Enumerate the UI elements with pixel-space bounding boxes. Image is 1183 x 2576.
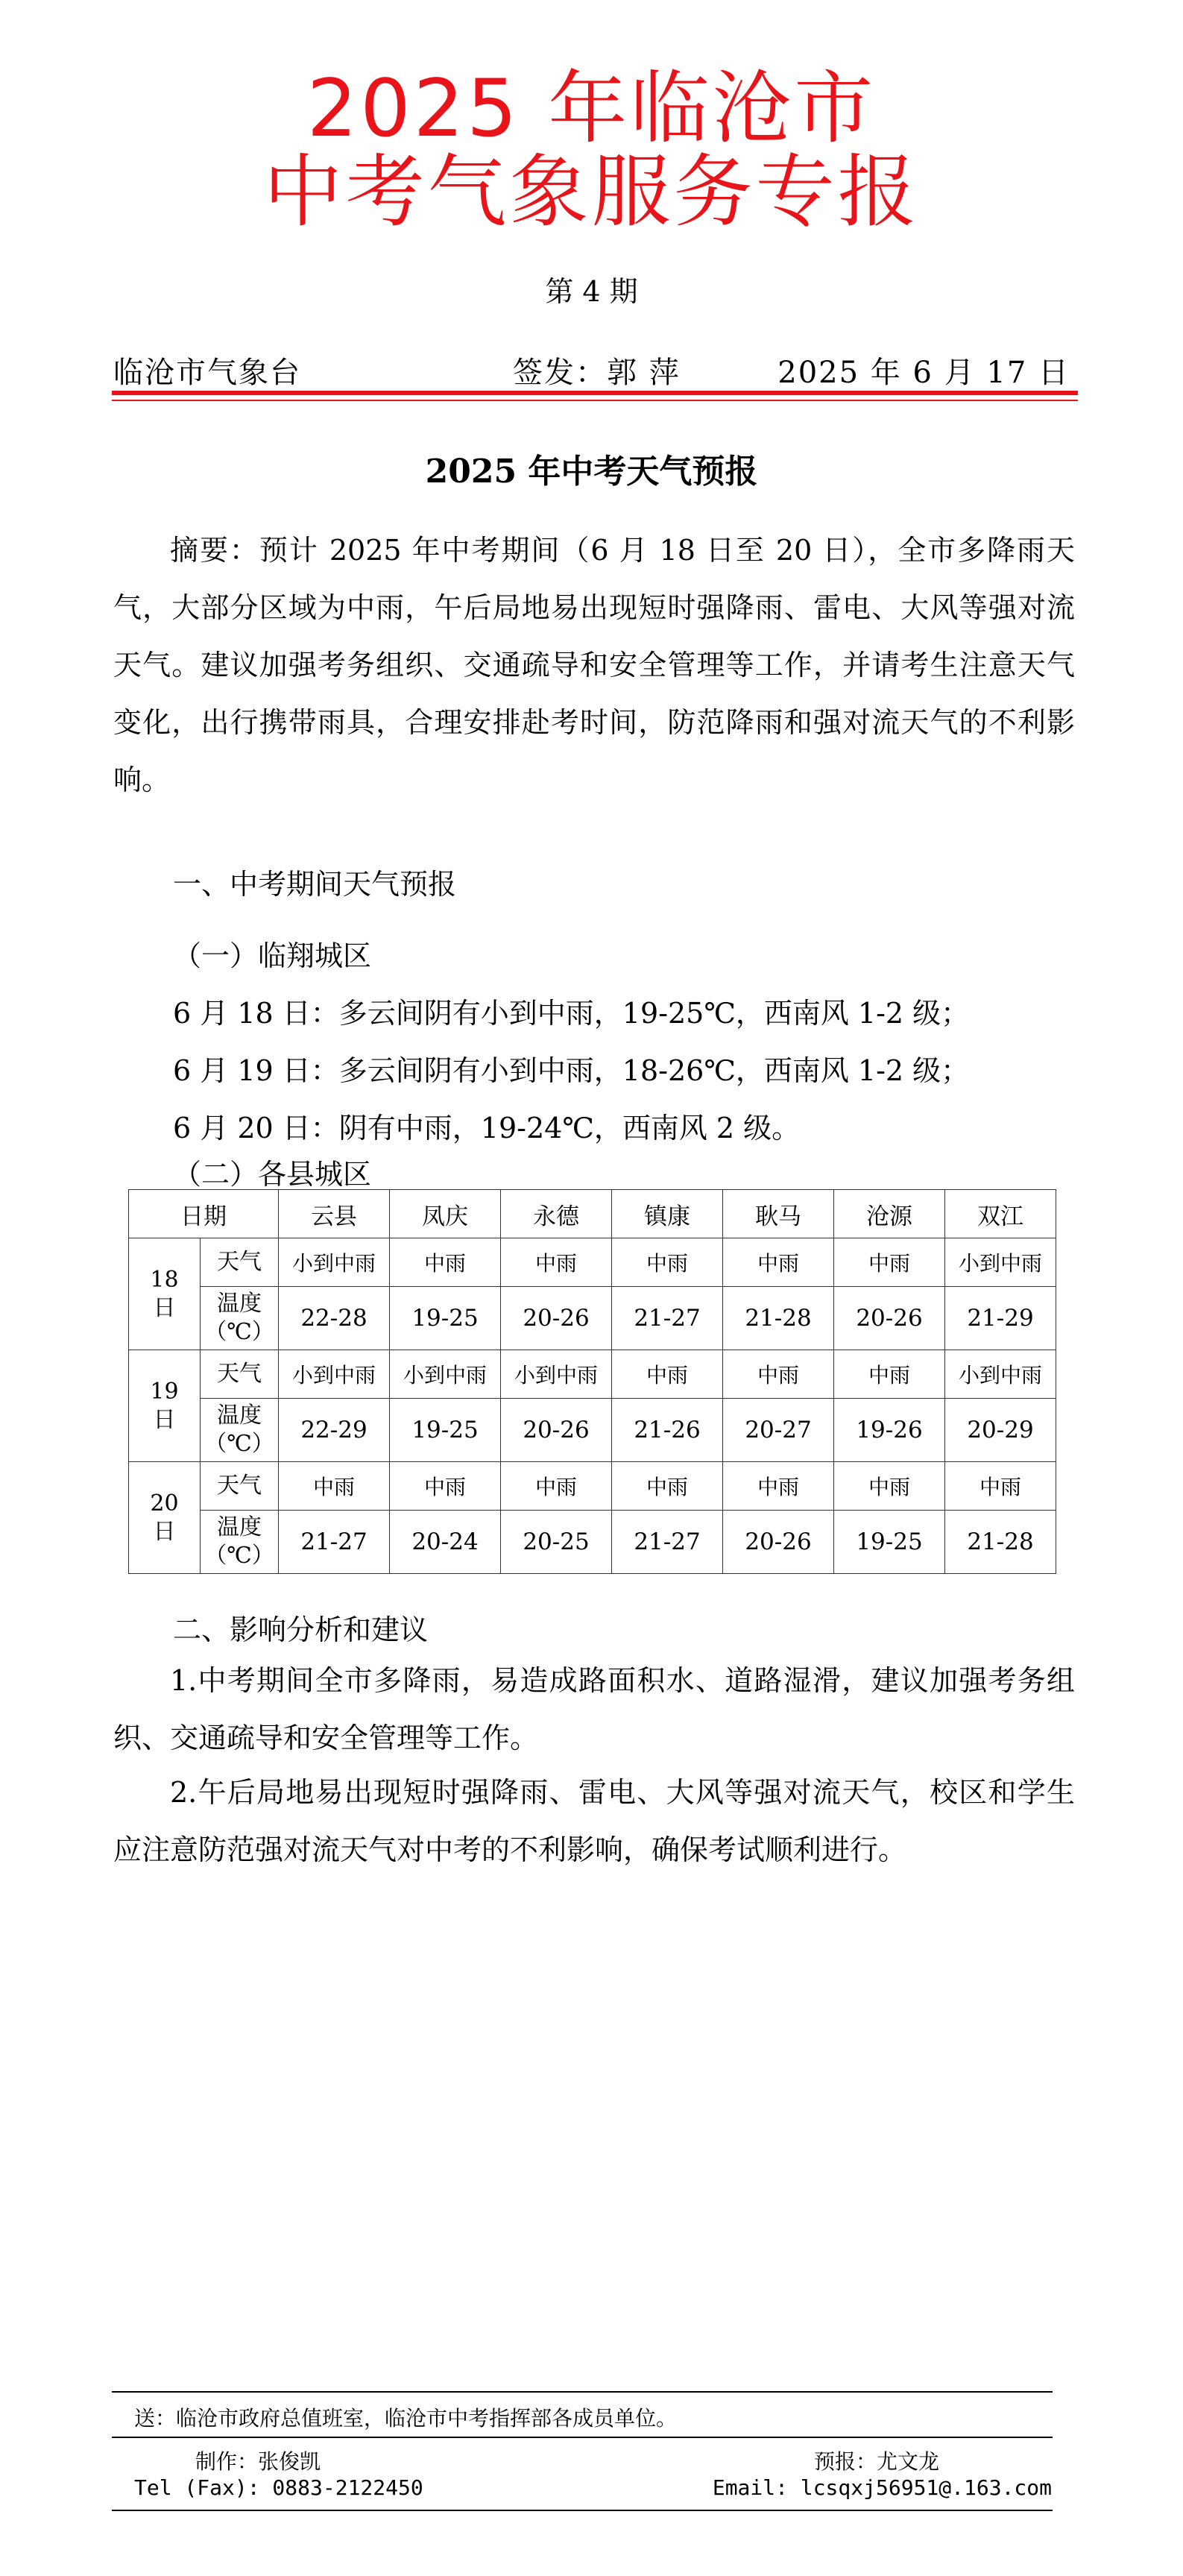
table-row	[129, 1399, 1056, 1462]
issue-number: 第 4 期	[545, 275, 638, 308]
day-cell: 18 日	[129, 1238, 201, 1350]
distribution-list: 送：临沧市政府总值班室，临沧市中考指挥部各成员单位。	[134, 2406, 678, 2431]
weather-cell: 小到中雨	[279, 1350, 390, 1399]
footer-divider-bottom	[112, 2510, 1053, 2511]
table-header-row	[129, 1190, 1056, 1238]
temperature-cell: 20-26	[501, 1399, 612, 1462]
weather-cell: 小到中雨	[945, 1238, 1056, 1287]
report-title-line2: 中考气象服务专报	[263, 146, 920, 238]
temperature-label: 温度 （℃）	[201, 1511, 279, 1574]
weather-cell: 中雨	[723, 1350, 834, 1399]
weather-cell: 中雨	[390, 1238, 501, 1287]
footer-divider-top	[112, 2391, 1053, 2393]
table-row	[129, 1238, 1056, 1287]
temperature-cell: 20-29	[945, 1399, 1056, 1462]
advice-paragraph-1: 1.中考期间全市多降雨，易造成路面积水、道路湿滑，建议加强考务组织、交通疏导和安全管理等工作。	[113, 1664, 1075, 1754]
temperature-cell: 20-25	[501, 1511, 612, 1574]
weather-cell: 中雨	[390, 1462, 501, 1511]
forecaster: 预报：尤文龙	[814, 2449, 940, 2474]
weather-label: 天气	[201, 1350, 279, 1399]
temperature-cell: 19-25	[390, 1287, 501, 1350]
temperature-cell: 21-28	[945, 1511, 1056, 1574]
temperature-cell: 22-29	[279, 1399, 390, 1462]
temperature-cell: 21-27	[612, 1511, 723, 1574]
forecast-line: 6 月 20 日：阴有中雨，19-24℃，西南风 2 级。	[173, 1112, 801, 1144]
temperature-cell: 20-26	[723, 1511, 834, 1574]
county-header: 镇康	[612, 1190, 723, 1238]
county-header: 耿马	[723, 1190, 834, 1238]
table-row	[129, 1287, 1056, 1350]
weather-cell: 中雨	[612, 1350, 723, 1399]
county-header: 双江	[945, 1190, 1056, 1238]
forecast-line: 6 月 19 日：多云间阴有小到中雨，18-26℃，西南风 1-2 级；	[173, 1054, 970, 1087]
county-header: 凤庆	[390, 1190, 501, 1238]
weather-cell: 小到中雨	[501, 1350, 612, 1399]
weather-cell: 中雨	[834, 1350, 945, 1399]
footer-divider-mid	[112, 2437, 1053, 2438]
weather-cell: 中雨	[945, 1462, 1056, 1511]
weather-cell: 中雨	[723, 1238, 834, 1287]
temperature-cell: 21-27	[612, 1287, 723, 1350]
weather-cell: 中雨	[612, 1238, 723, 1287]
temperature-label: 温度 （℃）	[201, 1399, 279, 1462]
maker: 制作：张俊凯	[195, 2449, 321, 2474]
advice-paragraph-2: 2.午后局地易出现短时强降雨、雷电、大风等强对流天气，校区和学生应注意防范强对流天气对中考的不利影响，确保考试顺利进行。	[113, 1776, 1075, 1866]
tel-fax: Tel (Fax): 0883-2122450	[134, 2475, 423, 2500]
temperature-cell: 19-26	[834, 1399, 945, 1462]
temperature-cell: 19-25	[834, 1511, 945, 1574]
weather-cell: 中雨	[501, 1238, 612, 1287]
weather-cell: 中雨	[834, 1238, 945, 1287]
temperature-cell: 20-26	[834, 1287, 945, 1350]
weather-cell: 小到中雨	[279, 1238, 390, 1287]
weather-cell: 小到中雨	[945, 1350, 1056, 1399]
weather-label: 天气	[201, 1462, 279, 1511]
table-row	[129, 1462, 1056, 1511]
table-row	[129, 1511, 1056, 1574]
abstract-paragraph: 摘要：预计 2025 年中考期间（6 月 18 日至 20 日），全市多降雨天气，大部分区域为中雨，午后局地易出现短时强降雨、雷电、大风等强对流天气。建议加强考务组织、交通疏导和安全管理等工作，并请考生注意天气变化，出行携带雨具，合理安排赴考时间，防范降雨和强对流天气的不利影响。	[113, 534, 1075, 796]
table-row	[129, 1350, 1056, 1399]
weather-cell: 中雨	[501, 1462, 612, 1511]
subsection-linxiang: （一）临翔城区	[173, 939, 372, 972]
temperature-cell: 21-29	[945, 1287, 1056, 1350]
issue-date: 2025 年 6 月 17 日	[777, 356, 1070, 390]
temperature-cell: 19-25	[390, 1399, 501, 1462]
forecast-line: 6 月 18 日：多云间阴有小到中雨，19-25℃，西南风 1-2 级；	[173, 997, 970, 1030]
email: Email: lcsqxj56951@.163.com	[712, 2475, 1052, 2500]
weather-cell: 中雨	[279, 1462, 390, 1511]
county-header: 永德	[501, 1190, 612, 1238]
temperature-cell: 20-26	[501, 1287, 612, 1350]
temperature-cell: 21-26	[612, 1399, 723, 1462]
county-header: 沧源	[834, 1190, 945, 1238]
weather-cell: 中雨	[834, 1462, 945, 1511]
weather-label: 天气	[201, 1238, 279, 1287]
day-cell: 20 日	[129, 1462, 201, 1574]
document-title: 2025 年中考天气预报	[425, 453, 758, 491]
temperature-cell: 21-28	[723, 1287, 834, 1350]
temperature-cell: 22-28	[279, 1287, 390, 1350]
weather-cell: 中雨	[723, 1462, 834, 1511]
temperature-cell: 20-24	[390, 1511, 501, 1574]
temperature-label: 温度 （℃）	[201, 1287, 279, 1350]
report-title-line1: 2025 年临沧市	[306, 63, 877, 154]
issuing-org: 临沧市气象台	[113, 356, 301, 390]
header-divider-thin	[112, 400, 1078, 401]
weather-cell: 中雨	[612, 1462, 723, 1511]
date-header: 日期	[129, 1190, 279, 1238]
section1-heading: 一、中考期间天气预报	[173, 868, 457, 901]
weather-cell: 小到中雨	[390, 1350, 501, 1399]
day-cell: 19 日	[129, 1350, 201, 1462]
section2-heading: 二、影响分析和建议	[173, 1613, 429, 1646]
signer: 签发：郭 萍	[513, 356, 681, 390]
subsection-counties: （二）各县城区	[173, 1158, 372, 1191]
temperature-cell: 20-27	[723, 1399, 834, 1462]
temperature-cell: 21-27	[279, 1511, 390, 1574]
county-header: 云县	[279, 1190, 390, 1238]
header-divider-thick	[112, 391, 1078, 395]
county-forecast-table	[128, 1189, 1056, 1574]
